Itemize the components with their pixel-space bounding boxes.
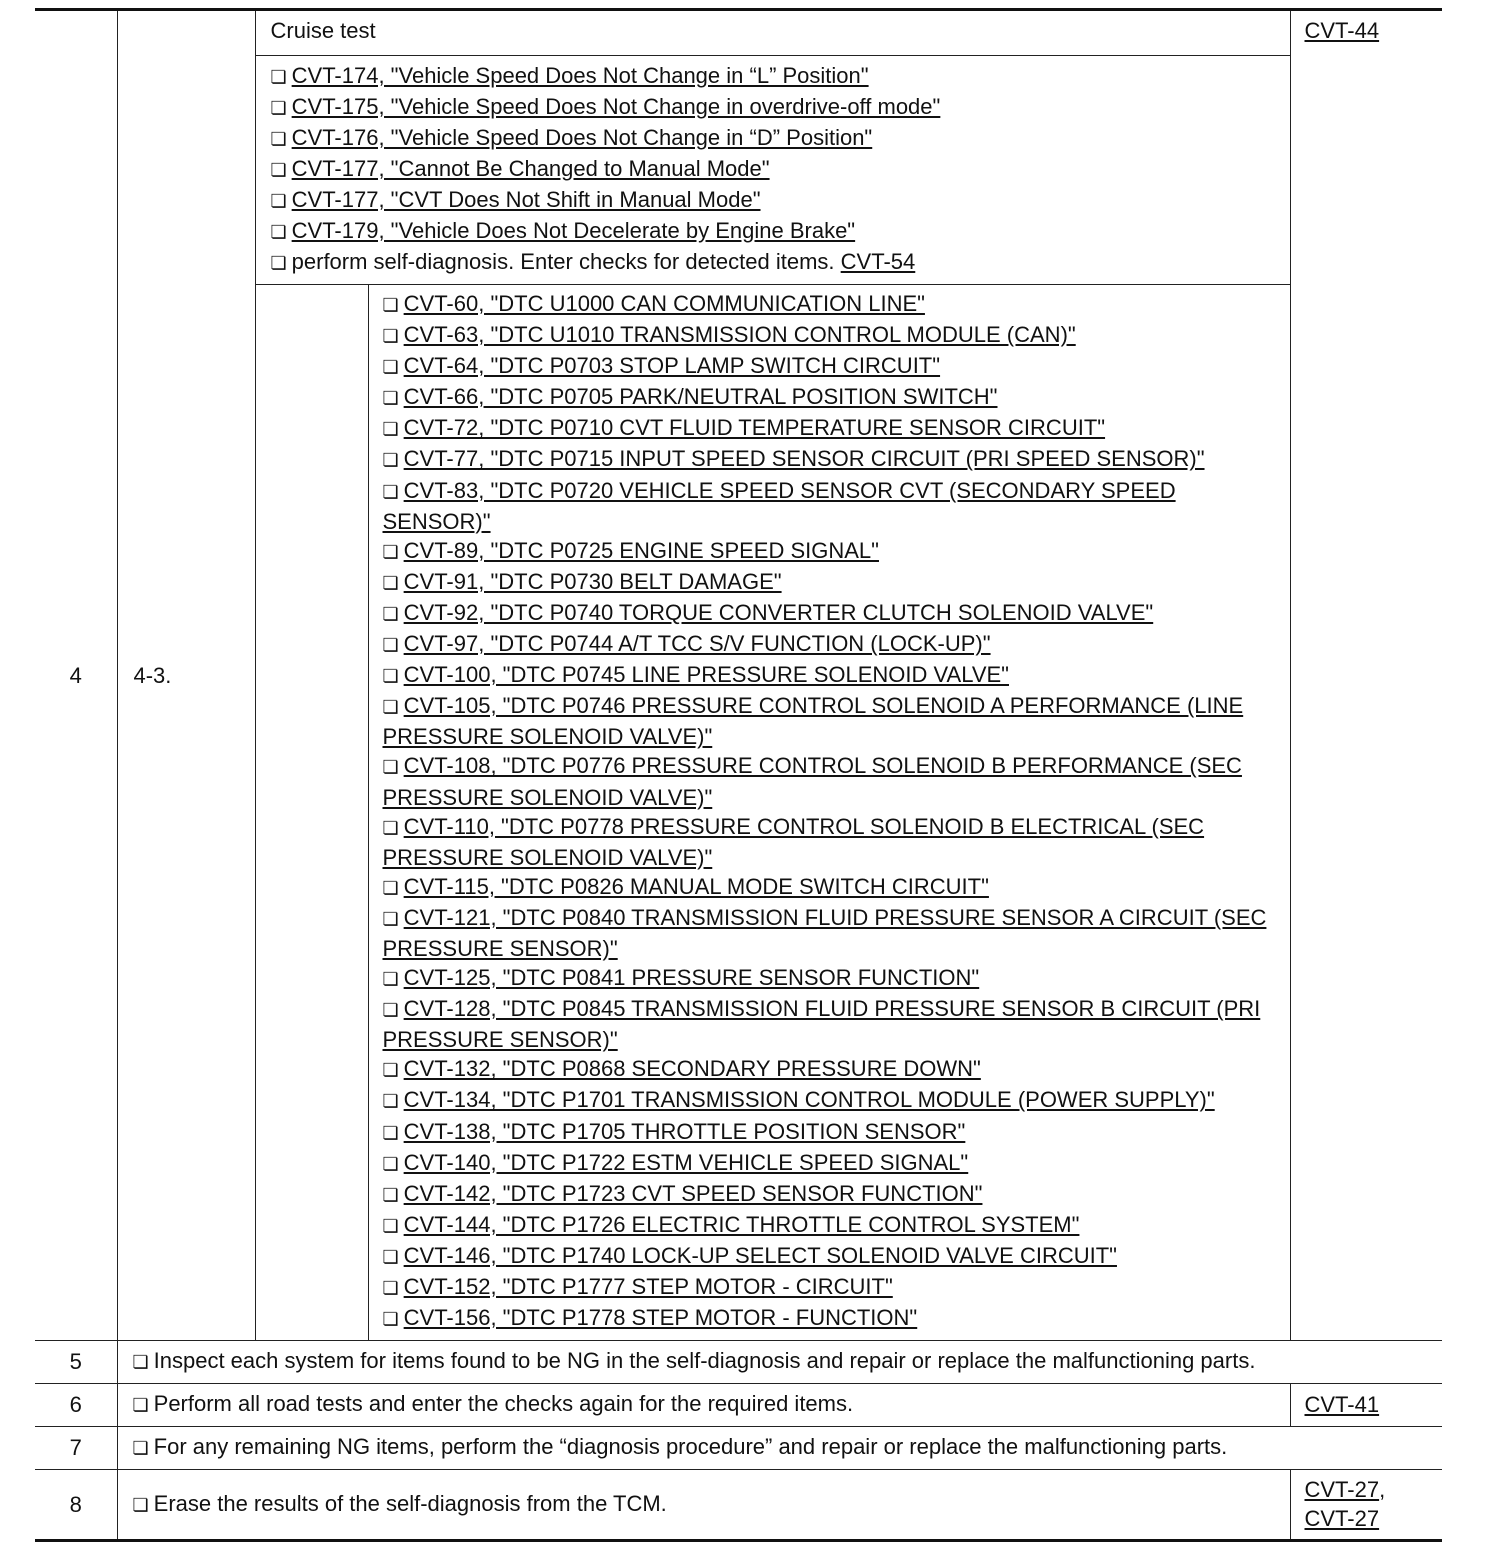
- dtc-checklist-item: [383, 598, 1276, 629]
- dtc-checklist-item: [383, 903, 1276, 963]
- dtc-checklist-item: [383, 751, 1276, 811]
- dtc-checklist-item: [383, 812, 1276, 872]
- checkbox-icon[interactable]: ❏: [382, 572, 399, 594]
- checkbox-icon[interactable]: ❏: [382, 1122, 399, 1144]
- symptom-link[interactable]: CVT-179, "Vehicle Does Not Decelerate by Engine Brake": [291, 218, 856, 243]
- symptom-link[interactable]: CVT-175, "Vehicle Speed Does Not Change in overdrive-off mode": [291, 94, 941, 119]
- dtc-link[interactable]: CVT-72, "DTC P0710 CVT FLUID TEMPERATURE SENSOR CIRCUIT": [403, 415, 1106, 441]
- checklist-item: [271, 185, 1275, 216]
- step-8-ref-link-2[interactable]: CVT-27: [1304, 1506, 1380, 1532]
- checkbox-icon[interactable]: ❏: [382, 357, 399, 379]
- checkbox-icon[interactable]: ❏: [382, 1309, 399, 1331]
- dtc-checklist-item: [383, 413, 1276, 444]
- checkbox-icon[interactable]: ❏: [132, 1438, 149, 1460]
- checkbox-icon[interactable]: ❏: [270, 160, 287, 181]
- dtc-link[interactable]: CVT-132, "DTC P0868 SECONDARY PRESSURE DOWN": [403, 1056, 981, 1082]
- step-number: 4: [35, 10, 117, 1341]
- checkbox-icon[interactable]: ❏: [382, 419, 399, 441]
- checkbox-icon[interactable]: ❏: [382, 666, 399, 688]
- step-number: 5: [35, 1341, 117, 1384]
- sub-step-number: 4-3.: [117, 10, 255, 1341]
- dtc-link[interactable]: CVT-64, "DTC P0703 STOP LAMP SWITCH CIRCUIT": [403, 353, 941, 379]
- checklist-item: [271, 123, 1275, 154]
- step-8-text: Erase the results of the self-diagnosis from the TCM.: [153, 1490, 667, 1516]
- dtc-checklist-item: [383, 320, 1276, 351]
- dtc-checklist-item: [383, 629, 1276, 660]
- dtc-link[interactable]: CVT-63, "DTC U1010 TRANSMISSION CONTROL MODULE (CAN)": [403, 322, 1076, 348]
- step-number: 7: [35, 1427, 117, 1470]
- step-number: 6: [35, 1384, 117, 1427]
- checkbox-icon[interactable]: ❏: [382, 969, 399, 991]
- self-diagnosis-ref-link[interactable]: CVT-54: [840, 249, 916, 274]
- checkbox-icon[interactable]: ❏: [382, 1091, 399, 1113]
- step-6-ref-link[interactable]: CVT-41: [1304, 1392, 1380, 1418]
- dtc-link[interactable]: CVT-142, "DTC P1723 CVT SPEED SENSOR FUNCTION": [403, 1180, 983, 1206]
- dtc-link[interactable]: CVT-152, "DTC P1777 STEP MOTOR - CIRCUIT": [403, 1274, 893, 1299]
- checkbox-icon[interactable]: ❏: [382, 388, 399, 410]
- symptom-link[interactable]: CVT-174, "Vehicle Speed Does Not Change in “L” Position": [291, 63, 869, 88]
- dtc-checklist-item: [383, 289, 1276, 320]
- inspection-procedure-table: [35, 8, 1442, 1542]
- dtc-checklist-item: [383, 1148, 1276, 1179]
- dtc-link[interactable]: CVT-66, "DTC P0705 PARK/NEUTRAL POSITION SWITCH": [403, 384, 998, 410]
- dtc-link[interactable]: CVT-89, "DTC P0725 ENGINE SPEED SIGNAL": [403, 537, 879, 563]
- dtc-checklist: [368, 285, 1290, 1341]
- step-7-instruction: [117, 1427, 1442, 1470]
- dtc-checklist-item: [383, 1085, 1276, 1116]
- checkbox-icon[interactable]: ❏: [382, 817, 399, 839]
- dtc-link[interactable]: CVT-91, "DTC P0730 BELT DAMAGE": [403, 568, 782, 594]
- checkbox-icon[interactable]: ❏: [270, 253, 287, 274]
- step-8-reference-cell: CVT-27, CVT-27: [1290, 1470, 1442, 1541]
- dtc-link[interactable]: CVT-97, "DTC P0744 A/T TCC S/V FUNCTION (LOCK-UP)": [403, 631, 991, 657]
- dtc-link[interactable]: CVT-115, "DTC P0826 MANUAL MODE SWITCH CIRCUIT": [403, 873, 989, 899]
- checklist-item: [271, 247, 1275, 278]
- symptom-link[interactable]: CVT-176, "Vehicle Speed Does Not Change in “D” Position": [291, 125, 873, 150]
- dtc-checklist-item: [383, 351, 1276, 382]
- dtc-link[interactable]: CVT-92, "DTC P0740 TORQUE CONVERTER CLUTCH SOLENOID VALVE": [403, 599, 1154, 625]
- checkbox-icon[interactable]: ❏: [382, 757, 399, 779]
- checkbox-icon[interactable]: ❏: [382, 541, 399, 563]
- dtc-checklist-item: [383, 1054, 1276, 1085]
- step-5-text: Inspect each system for items found to be NG in the self-diagnosis and repair or replace the malfunctioning parts.: [153, 1348, 1256, 1374]
- dtc-link[interactable]: CVT-110, "DTC P0778 PRESSURE CONTROL SOLENOID B ELECTRICAL (SEC PRESSURE SOLENOID VALVE)": [382, 813, 1205, 870]
- checkbox-icon[interactable]: ❏: [382, 1184, 399, 1206]
- dtc-link[interactable]: CVT-146, "DTC P1740 LOCK-UP SELECT SOLENOID VALVE CIRCUIT": [403, 1242, 1117, 1268]
- dtc-checklist-item: [383, 476, 1276, 536]
- symptom-link[interactable]: CVT-177, "Cannot Be Changed to Manual Mode": [291, 156, 770, 181]
- step-5-row: [35, 1341, 1442, 1384]
- dtc-checklist-item: [383, 1272, 1276, 1303]
- self-diagnosis-text: perform self-diagnosis. Enter checks for detected items.: [291, 249, 835, 274]
- dtc-checklist-item: [383, 1179, 1276, 1210]
- step-7-text: For any remaining NG items, perform the “diagnosis procedure” and repair or replace the malfunctioning parts.: [153, 1434, 1228, 1460]
- dtc-checklist-item: [383, 872, 1276, 903]
- step-4-cruise-row: [35, 10, 1442, 56]
- step-6-instruction: [117, 1384, 1290, 1427]
- checkbox-icon[interactable]: ❏: [382, 1278, 399, 1299]
- step-5-instruction: [117, 1341, 1442, 1384]
- checkbox-icon[interactable]: ❏: [382, 1000, 399, 1022]
- symptom-link[interactable]: CVT-177, "CVT Does Not Shift in Manual Mode": [291, 187, 761, 212]
- checkbox-icon[interactable]: ❏: [270, 191, 287, 212]
- checkbox-icon[interactable]: ❏: [382, 481, 399, 503]
- dtc-checklist-item: [383, 1303, 1276, 1334]
- checkbox-icon[interactable]: ❏: [132, 1494, 149, 1516]
- dtc-link[interactable]: CVT-100, "DTC P0745 LINE PRESSURE SOLENOID VALVE": [403, 662, 1009, 688]
- dtc-checklist-item: [383, 1117, 1276, 1148]
- dtc-link[interactable]: CVT-144, "DTC P1726 ELECTRIC THROTTLE CONTROL SYSTEM": [403, 1211, 1080, 1237]
- checkbox-icon[interactable]: ❏: [270, 129, 287, 150]
- checkbox-icon[interactable]: ❏: [382, 326, 399, 348]
- dtc-link[interactable]: CVT-134, "DTC P1701 TRANSMISSION CONTROL MODULE (POWER SUPPLY)": [403, 1087, 1215, 1113]
- checkbox-icon[interactable]: ❏: [270, 222, 287, 243]
- dtc-checklist-item: [383, 382, 1276, 413]
- dtc-blank-cell: [255, 285, 368, 1341]
- dtc-link[interactable]: CVT-60, "DTC U1000 CAN COMMUNICATION LINE": [403, 291, 925, 316]
- dtc-link[interactable]: CVT-77, "DTC P0715 INPUT SPEED SENSOR CIRCUIT (PRI SPEED SENSOR)": [403, 446, 1205, 472]
- checkbox-icon[interactable]: ❏: [270, 67, 287, 88]
- step-8-ref-link-1[interactable]: CVT-27: [1304, 1477, 1380, 1503]
- checkbox-icon[interactable]: ❏: [382, 1060, 399, 1082]
- checkbox-icon[interactable]: ❏: [382, 603, 399, 625]
- checkbox-icon[interactable]: ❏: [382, 908, 399, 930]
- cruise-test-label: Cruise test: [255, 10, 1290, 56]
- dtc-link[interactable]: CVT-138, "DTC P1705 THROTTLE POSITION SENSOR": [403, 1118, 966, 1144]
- dtc-link[interactable]: CVT-121, "DTC P0840 TRANSMISSION FLUID PRESSURE SENSOR A CIRCUIT (SEC PRESSURE SENSOR)": [382, 904, 1267, 961]
- dtc-link[interactable]: CVT-83, "DTC P0720 VEHICLE SPEED SENSOR CVT (SECONDARY SPEED SENSOR)": [382, 477, 1176, 534]
- checkbox-icon[interactable]: ❏: [382, 1215, 399, 1237]
- dtc-link[interactable]: CVT-108, "DTC P0776 PRESSURE CONTROL SOLENOID B PERFORMANCE (SEC PRESSURE SOLENOID VALVE)": [382, 753, 1242, 810]
- dtc-checklist-item: [383, 660, 1276, 691]
- dtc-checklist-item: [383, 567, 1276, 598]
- dtc-link[interactable]: CVT-105, "DTC P0746 PRESSURE CONTROL SOLENOID A PERFORMANCE (LINE PRESSURE SOLENOID VALVE)": [382, 693, 1244, 750]
- dtc-link[interactable]: CVT-156, "DTC P1778 STEP MOTOR - FUNCTION": [403, 1305, 918, 1331]
- dtc-link[interactable]: CVT-140, "DTC P1722 ESTM VEHICLE SPEED SIGNAL": [403, 1149, 969, 1175]
- dtc-link[interactable]: CVT-128, "DTC P0845 TRANSMISSION FLUID PRESSURE SENSOR B CIRCUIT (PRI PRESSURE SENSOR)": [382, 996, 1261, 1053]
- checkbox-icon[interactable]: ❏: [382, 635, 399, 657]
- cruise-test-ref-link[interactable]: CVT-44: [1304, 18, 1380, 43]
- checkbox-icon[interactable]: ❏: [132, 1352, 149, 1374]
- step-number: 8: [35, 1470, 117, 1541]
- dtc-link[interactable]: CVT-125, "DTC P0841 PRESSURE SENSOR FUNCTION": [403, 965, 980, 991]
- checkbox-icon[interactable]: ❏: [382, 697, 399, 719]
- dtc-checklist-item: [383, 691, 1276, 751]
- dtc-checklist-item: [383, 1210, 1276, 1241]
- checklist-item: [271, 154, 1275, 185]
- step-6-text: Perform all road tests and enter the checks again for the required items.: [153, 1391, 854, 1417]
- checkbox-icon[interactable]: ❏: [382, 295, 399, 316]
- checklist-item: [271, 216, 1275, 247]
- step-6-row: [35, 1384, 1442, 1427]
- checkbox-icon[interactable]: ❏: [382, 877, 399, 899]
- checkbox-icon[interactable]: ❏: [382, 1246, 399, 1268]
- checklist-item: [271, 61, 1275, 92]
- step-7-row: [35, 1427, 1442, 1470]
- step-8-row: [35, 1470, 1442, 1541]
- dtc-checklist-item: [383, 1241, 1276, 1272]
- checkbox-icon[interactable]: ❏: [270, 98, 287, 119]
- checkbox-icon[interactable]: ❏: [132, 1395, 149, 1417]
- checkbox-icon[interactable]: ❏: [382, 1153, 399, 1175]
- checklist-item: [271, 92, 1275, 123]
- checkbox-icon[interactable]: ❏: [382, 450, 399, 472]
- dtc-checklist-item: [383, 444, 1276, 475]
- dtc-checklist-item: [383, 994, 1276, 1054]
- dtc-checklist-item: [383, 963, 1276, 994]
- dtc-checklist-item: [383, 536, 1276, 567]
- symptom-checklist: [255, 56, 1290, 285]
- step-8-instruction: [117, 1470, 1290, 1541]
- step-6-reference-cell: [1290, 1384, 1442, 1427]
- step-4-reference-cell: [1290, 10, 1442, 1341]
